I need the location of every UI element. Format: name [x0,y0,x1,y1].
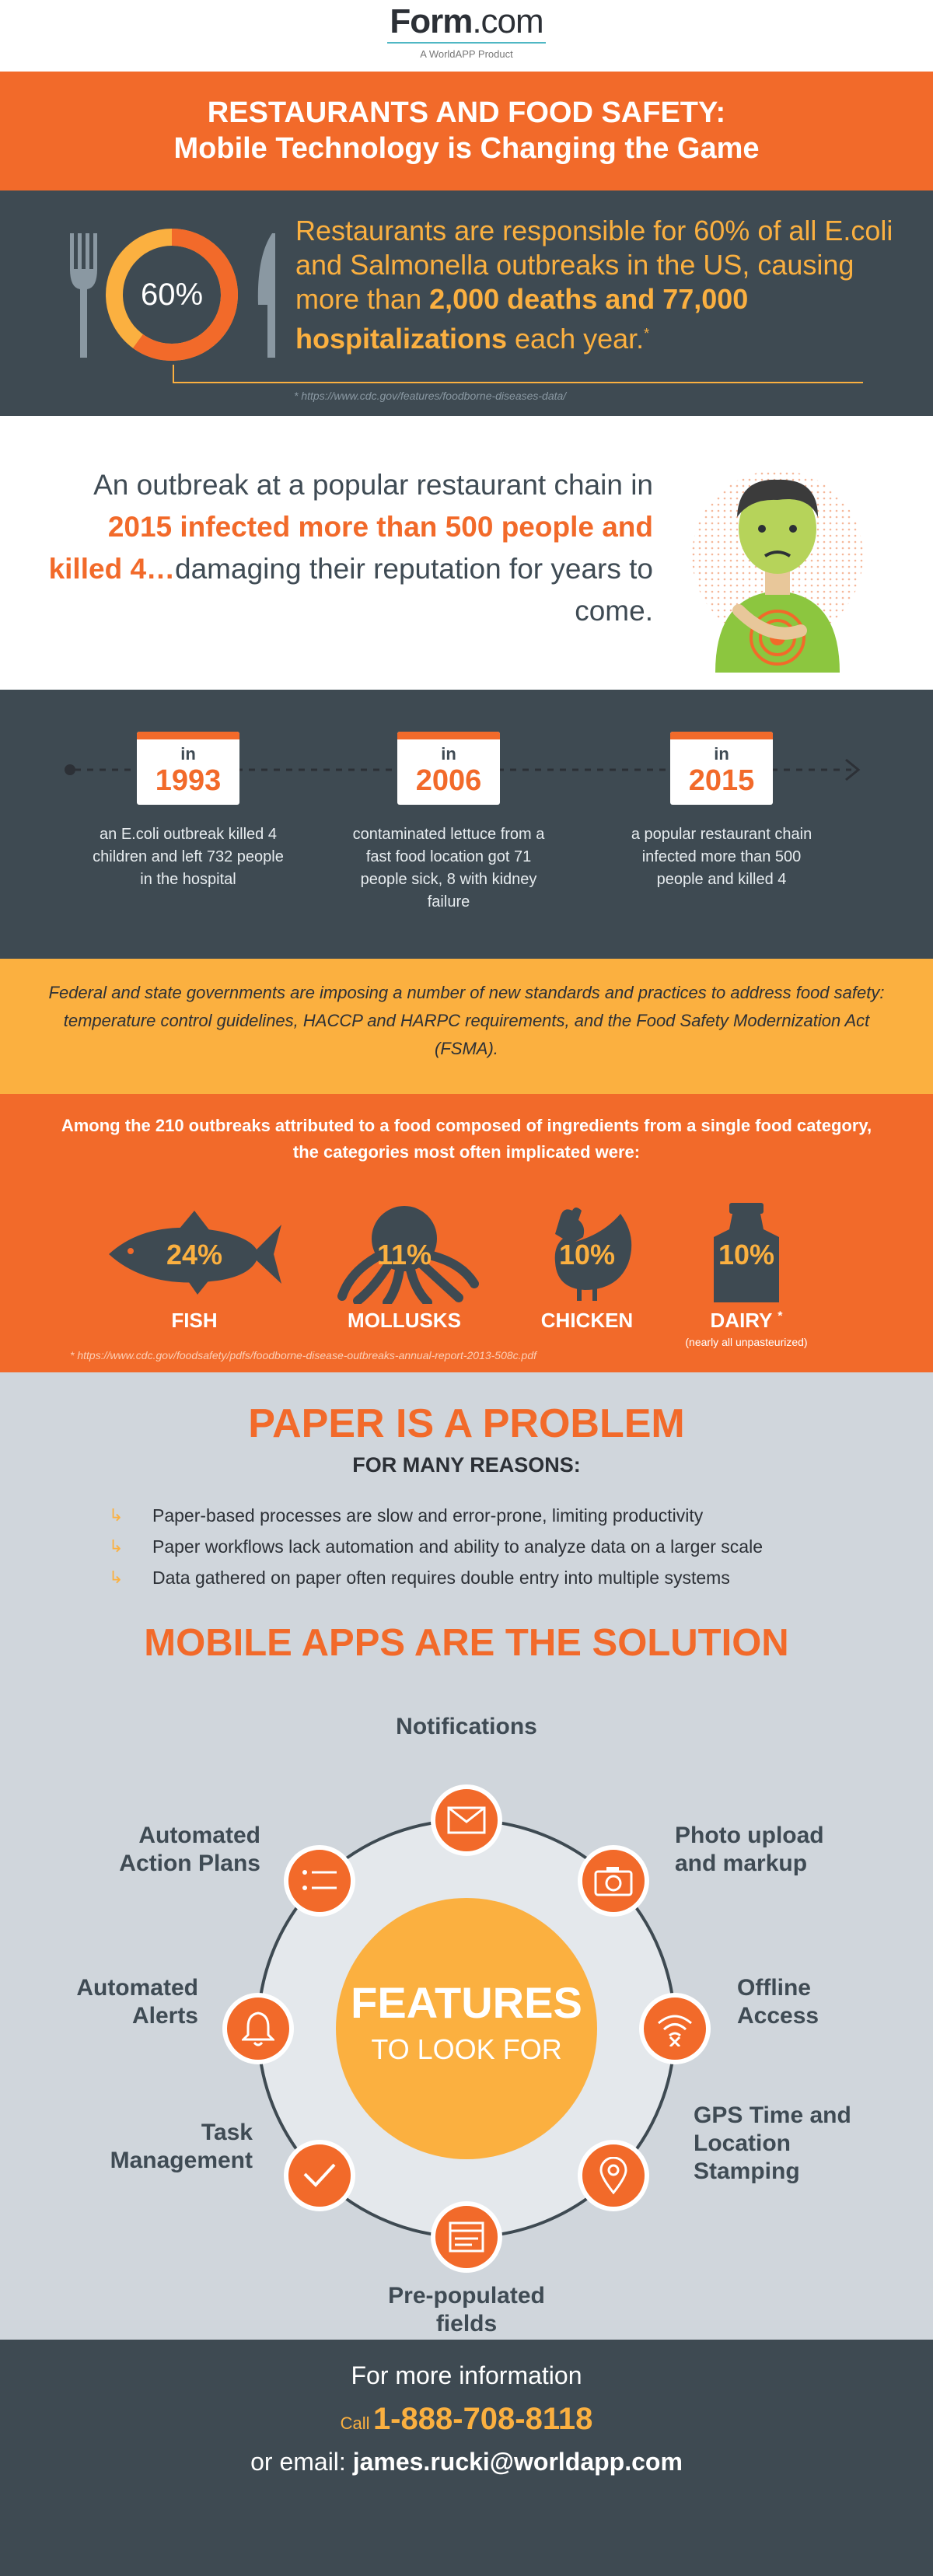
timeline-description: contaminated lettuce from a fast food location got 71 people sick, 8 with kidney failure [352,826,545,911]
outbreak-section [0,416,933,690]
title-banner [0,72,933,190]
arrow-icon: ↳ [109,1568,124,1587]
outbreak-highlight: 2015 infected more than 500 people and killed 4… [48,511,653,585]
stats-text-bold: 2,000 deaths and 77,000 hospitalizations [295,283,749,355]
timeline-item-1993 [87,732,289,891]
feature-label-photo: Photo upload and markup [675,1823,824,1876]
footer [0,2340,933,2576]
regulations-section [0,959,933,1094]
stats-text-part2: each year. [507,323,645,355]
list-icon [301,1868,338,1894]
category-name-wrap [669,1309,824,1333]
bell-icon [242,2010,274,2047]
timeline-description: a popular restaurant chain infected more than 500 people and killed 4 [631,826,812,888]
solution-title: MOBILE APPS ARE THE SOLUTION [144,1622,789,1664]
outbreak-text-part1: An outbreak at a popular restaurant chain in [93,469,653,501]
feature-node-photo[interactable] [578,1845,649,1917]
feature-node-alerts[interactable] [222,1993,294,2064]
reason-text: Paper workflows lack automation and ability to analyze data on a larger scale [152,1536,763,1557]
location-pin-icon [599,2157,627,2194]
phone-link[interactable]: 1-888-708-8118 [372,2402,593,2436]
title-line-1: RESTAURANTS AND FOOD SAFETY: [207,96,726,129]
category-name: CHICKEN [540,1309,634,1332]
feature-node-offline[interactable] [639,1993,711,2064]
call-label: Call [340,2413,370,2433]
features-center-title: FEATURES [351,1978,582,2027]
outbreak-statement [47,464,653,632]
checkmark-icon [302,2162,337,2190]
category-name: MOLLUSKS [348,1309,461,1332]
category-percentage: 11% [376,1239,432,1271]
paper-title: PAPER IS A PROBLEM [248,1401,685,1446]
feature-node-prepopulated[interactable] [431,2201,502,2273]
logo-light: .com [472,2,543,40]
feature-node-action-plans[interactable] [284,1845,355,1917]
outbreak-text-part2: damaging their reputation for years to come. [175,553,653,627]
category-mollusks [319,1203,490,1333]
stats-source-link[interactable]: * https://www.cdc.gov/features/foodborne-diseases-data/ [294,390,567,402]
ring-percentage-label: 60% [140,278,204,312]
camera-icon [594,1865,633,1896]
category-name: DAIRY [710,1309,772,1332]
header [0,0,933,72]
calendar-year: 2015 [688,764,755,797]
envelope-icon [447,1806,486,1834]
footer-email-row [0,2448,933,2476]
feature-label-action-plans: Automated Action Plans [119,1823,260,1876]
reason-text: Data gathered on paper often requires double entry into multiple systems [152,1568,730,1588]
stats-statement [295,214,910,356]
email-label: or email: [250,2448,346,2476]
category-note: (nearly all unpasteurized) [685,1336,808,1348]
logo[interactable] [0,3,933,40]
divider-vertical [173,365,174,383]
features-center-subtitle: TO LOOK FOR [371,2033,562,2065]
timeline-section [0,690,933,959]
logo-underline [387,42,546,44]
stats-section [0,190,933,416]
divider-line [173,382,863,383]
reason-text: Paper-based processes are slow and error-prone, limiting productivity [152,1505,704,1526]
footnote-mark: * [644,326,650,341]
feature-label-prepopulated: Pre-populated fields [388,2283,545,2337]
calendar-year: 1993 [155,764,222,797]
calendar-in-label: in [714,744,729,764]
timeline-item-2015 [620,732,823,891]
feature-label-notifications: Notifications [396,1714,537,1739]
logo-tagline: A WorldAPP Product [420,48,513,60]
category-percentage: 24% [166,1239,223,1271]
feature-label-alerts: Automated Alerts [76,1975,198,2029]
calendar-year: 2006 [415,764,482,797]
footer-heading: For more information [351,2361,582,2389]
feature-node-notifications[interactable] [431,1784,502,1856]
paper-subtitle: FOR MANY REASONS: [352,1453,581,1477]
calendar-in-label: in [180,744,196,764]
email-link[interactable]: james.rucki@worldapp.com [352,2448,683,2476]
category-percentage: 10% [718,1239,775,1271]
timeline-item-2006 [348,732,550,914]
footer-phone-row [0,2402,933,2437]
stats-text-part1: Restaurants are responsible for 60% of all E.coli and Salmonella outbreaks in the US, causing more than [295,215,893,315]
categories-heading: Among the 210 outbreaks attributed to a food composed of ingredients from a single food category, the categories most often implicated were: [61,1116,872,1162]
form-icon [449,2221,484,2253]
category-percentage: 10% [558,1239,616,1271]
category-dairy [669,1203,824,1348]
logo-bold: Form [390,2,473,40]
categories-source-link[interactable]: * https://www.cdc.gov/foodsafety/pdfs/foodborne-disease-outbreaks-annual-report-2013-508c.pdf [70,1349,537,1361]
footnote-mark: * [778,1309,783,1323]
calendar-in-label: in [441,744,456,764]
calendar-icon [137,732,239,805]
calendar-icon [670,732,773,805]
feature-node-task[interactable] [284,2140,355,2211]
paper-and-solution-section [0,1372,933,2340]
knife-icon [253,233,280,358]
category-chicken [529,1203,645,1333]
category-name: FISH [171,1309,218,1332]
feature-label-offline: Offline Access [737,1975,819,2029]
arrow-icon: ↳ [109,1536,124,1556]
title-line-2: Mobile Technology is Changing the Game [173,132,760,165]
features-center-circle [336,1898,597,2159]
fork-icon [68,233,100,358]
categories-section [0,1094,933,1372]
calendar-icon [397,732,500,805]
wifi-off-icon [655,2011,694,2046]
sick-person-icon [684,439,871,673]
category-fish [101,1203,288,1333]
timeline-description: an E.coli outbreak killed 4 children and left 732 people in the hospital [93,826,284,888]
feature-label-task: Task Management [110,2120,253,2173]
feature-node-gps[interactable] [578,2140,649,2211]
arrow-icon: ↳ [109,1505,124,1525]
feature-label-gps: GPS Time and Location Stamping [694,2102,851,2184]
regulations-text: Federal and state governments are imposing a number of new standards and practices to address food safety: temperature control guidelines, HACCP and HARPC requirements, and the Food Safety Modernization Act (FSMA). [48,983,885,1058]
